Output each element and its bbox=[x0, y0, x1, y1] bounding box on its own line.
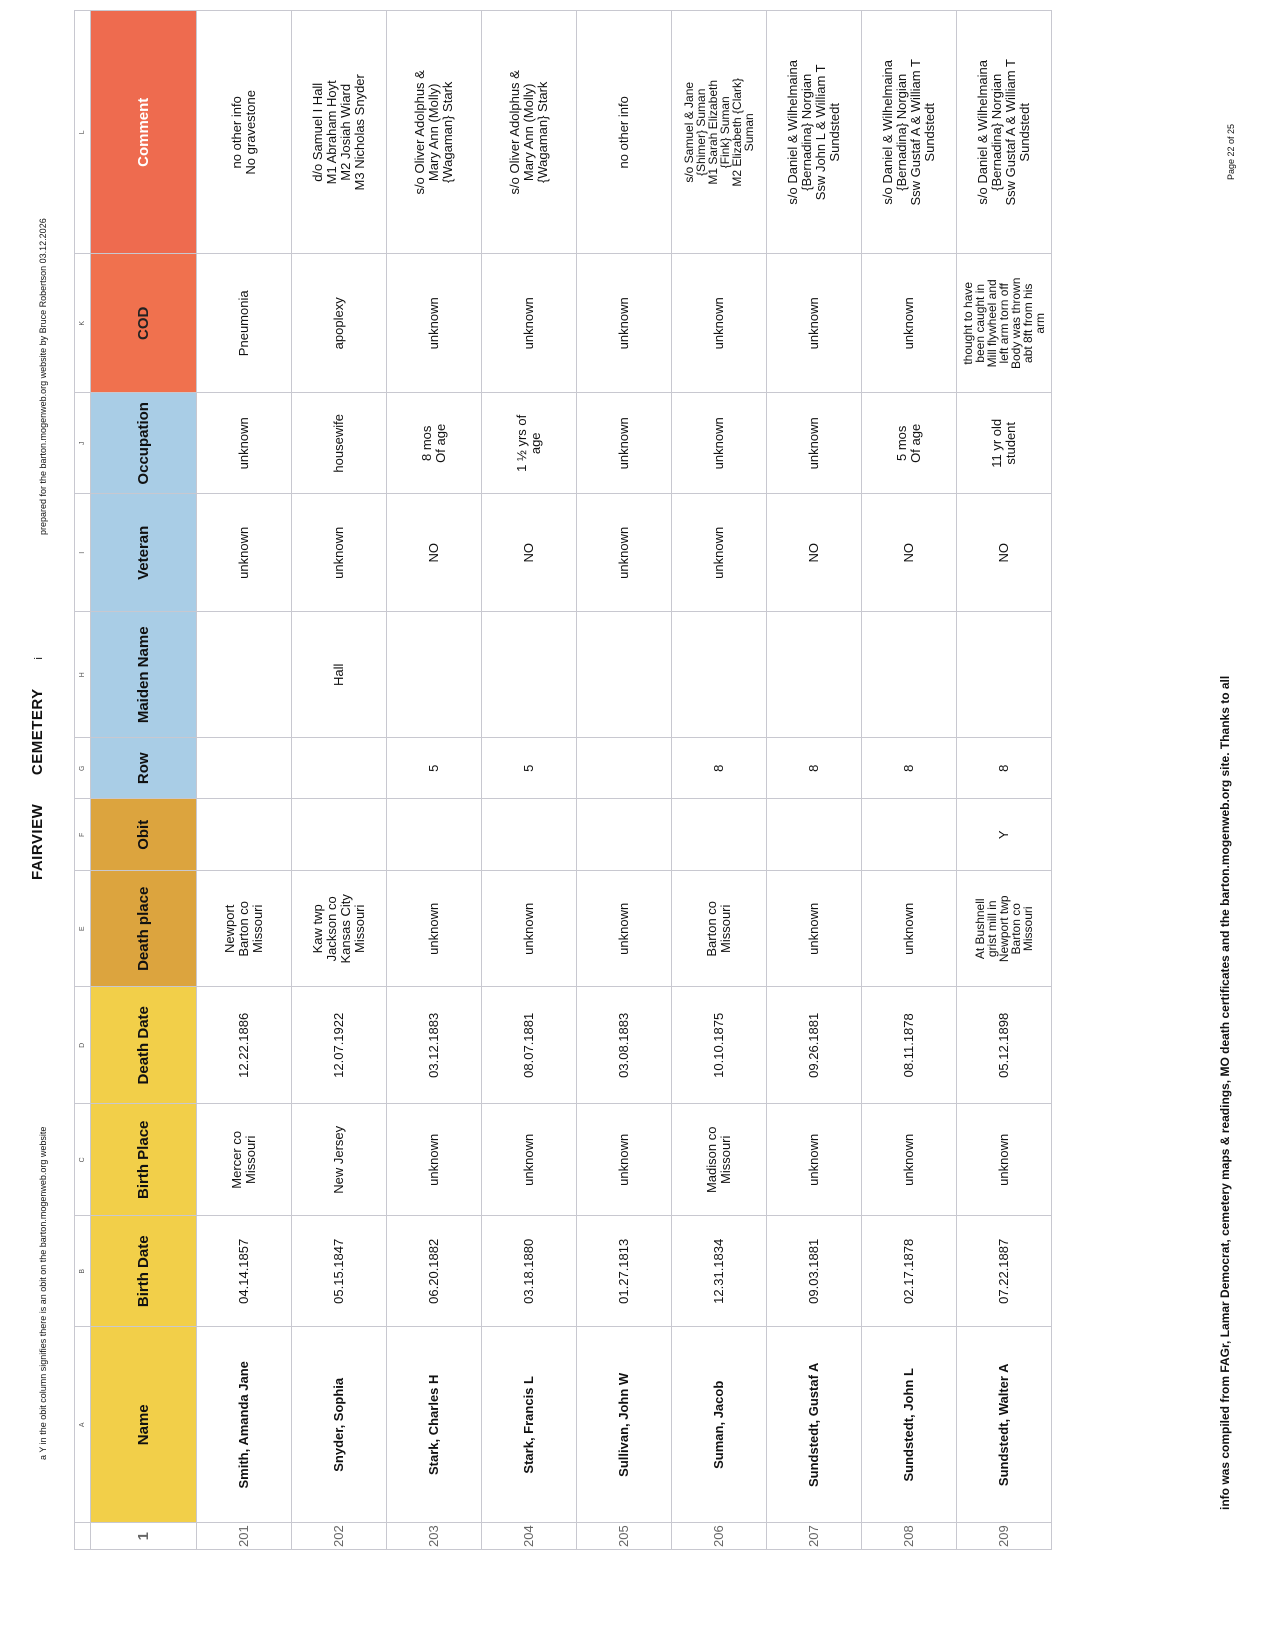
maiden-name-cell bbox=[387, 612, 482, 738]
comment-cell: s/o Samuel & Jane {Shimer} Suman M1 Sarah Elizabeth {Fink} Suman M2 Elizabeth {Clark} Suman bbox=[672, 11, 767, 254]
comment-cell: s/o Daniel & Wilhelmaina {Bernadina} Norgian Ssw Gustaf A & William T Sundstedt bbox=[957, 11, 1052, 254]
column-header: Occupation bbox=[91, 393, 197, 494]
maiden-name-cell bbox=[767, 612, 862, 738]
column-header: Obit bbox=[91, 799, 197, 871]
title-word-cemetery: CEMETERY bbox=[29, 688, 46, 776]
column-header: Comment bbox=[91, 11, 197, 254]
birth-place-cell: unknown bbox=[957, 1104, 1052, 1216]
column-letter: K bbox=[75, 254, 91, 393]
cod-cell: unknown bbox=[672, 254, 767, 393]
occupation-cell: 5 mos Of age bbox=[862, 393, 957, 494]
occupation-cell: 11 yr old student bbox=[957, 393, 1052, 494]
maiden-name-cell bbox=[482, 612, 577, 738]
birth-place-cell: unknown bbox=[767, 1104, 862, 1216]
column-letter: L bbox=[75, 11, 91, 254]
column-letter: D bbox=[75, 987, 91, 1104]
row-cell: 8 bbox=[957, 738, 1052, 799]
column-header: Row bbox=[91, 738, 197, 799]
obit-cell bbox=[387, 799, 482, 871]
death-place-cell: unknown bbox=[862, 871, 957, 987]
cod-cell: apoplexy bbox=[292, 254, 387, 393]
death-date-cell: 09.26.1881 bbox=[767, 987, 862, 1104]
maiden-name-cell: Hall bbox=[292, 612, 387, 738]
header-row-number: 1 bbox=[91, 1523, 197, 1550]
occupation-cell: unknown bbox=[197, 393, 292, 494]
column-header: COD bbox=[91, 254, 197, 393]
row-cell: 8 bbox=[672, 738, 767, 799]
prepared-by-note: prepared for the barton.mogenweb.org website by Bruce Robertson 03.12.2026 bbox=[38, 218, 48, 535]
occupation-cell: 8 mos Of age bbox=[387, 393, 482, 494]
comment-cell: d/o Samuel I Hall M1 Abraham Hoyt M2 Josiah Wiard M3 Nicholas Snyder bbox=[292, 11, 387, 254]
veteran-cell: unknown bbox=[672, 494, 767, 612]
death-date-cell: 05.12.1898 bbox=[957, 987, 1052, 1104]
cod-cell: unknown bbox=[387, 254, 482, 393]
obit-cell bbox=[767, 799, 862, 871]
row-number: 203 bbox=[387, 1523, 482, 1550]
birth-date-cell: 09.03.1881 bbox=[767, 1216, 862, 1327]
title-mark: i bbox=[33, 656, 45, 660]
comment-cell: no other info bbox=[577, 11, 672, 254]
column-header: Death place bbox=[91, 871, 197, 987]
cod-cell: unknown bbox=[482, 254, 577, 393]
veteran-cell: NO bbox=[482, 494, 577, 612]
row-number: 208 bbox=[862, 1523, 957, 1550]
veteran-cell: unknown bbox=[577, 494, 672, 612]
birth-date-cell: 03.18.1880 bbox=[482, 1216, 577, 1327]
column-header: Birth Date bbox=[91, 1216, 197, 1327]
sources-footer: info was compiled from FAGr, Lamar Democrat, cemetery maps & readings, MO death certificates and the barton.mogenweb.org site. Thanks to all bbox=[1218, 675, 1232, 1510]
veteran-cell: NO bbox=[767, 494, 862, 612]
maiden-name-cell bbox=[197, 612, 292, 738]
obit-cell bbox=[197, 799, 292, 871]
column-letter: I bbox=[75, 494, 91, 612]
row-cell bbox=[577, 738, 672, 799]
occupation-cell: unknown bbox=[577, 393, 672, 494]
table-row bbox=[957, 11, 1052, 1550]
obit-cell bbox=[672, 799, 767, 871]
death-date-cell: 08.11.1878 bbox=[862, 987, 957, 1104]
death-place-cell: unknown bbox=[482, 871, 577, 987]
death-date-cell: 03.08.1883 bbox=[577, 987, 672, 1104]
death-date-cell: 08.07.1881 bbox=[482, 987, 577, 1104]
row-number: 204 bbox=[482, 1523, 577, 1550]
row-cell: 5 bbox=[482, 738, 577, 799]
column-letter: G bbox=[75, 738, 91, 799]
death-place-cell: At Bushnell grist mill in Newport twp Barton co Missouri bbox=[957, 871, 1052, 987]
comment-cell: s/o Daniel & Wilhelmaina {Bernadina} Norgian Ssw Gustaf A & William T Sundstedt bbox=[862, 11, 957, 254]
death-place-cell: unknown bbox=[577, 871, 672, 987]
row-number: 207 bbox=[767, 1523, 862, 1550]
veteran-cell: NO bbox=[387, 494, 482, 612]
page-number: Page 22 of 25 bbox=[1226, 123, 1236, 180]
table-row bbox=[387, 11, 482, 1550]
name-cell: Sundstedt, Walter A bbox=[957, 1327, 1052, 1523]
death-place-cell: Newport Barton co Missouri bbox=[197, 871, 292, 987]
row-number: 209 bbox=[957, 1523, 1052, 1550]
column-letter: B bbox=[75, 1216, 91, 1327]
cemetery-title bbox=[29, 633, 46, 880]
column-letter: C bbox=[75, 1104, 91, 1216]
maiden-name-cell bbox=[672, 612, 767, 738]
obit-cell: Y bbox=[957, 799, 1052, 871]
column-letter: H bbox=[75, 612, 91, 738]
row-number: 201 bbox=[197, 1523, 292, 1550]
death-date-cell: 12.22.1886 bbox=[197, 987, 292, 1104]
obit-cell bbox=[577, 799, 672, 871]
header-row bbox=[91, 11, 197, 1550]
table-row bbox=[672, 11, 767, 1550]
birth-place-cell: unknown bbox=[577, 1104, 672, 1216]
name-cell: Smith, Amanda Jane bbox=[197, 1327, 292, 1523]
death-place-cell: unknown bbox=[387, 871, 482, 987]
row-cell: 8 bbox=[862, 738, 957, 799]
death-place-cell: unknown bbox=[767, 871, 862, 987]
birth-date-cell: 06.20.1882 bbox=[387, 1216, 482, 1327]
column-header: Veteran bbox=[91, 494, 197, 612]
obit-cell bbox=[482, 799, 577, 871]
birth-date-cell: 05.15.1847 bbox=[292, 1216, 387, 1327]
birth-place-cell: New Jersey bbox=[292, 1104, 387, 1216]
birth-place-cell: unknown bbox=[482, 1104, 577, 1216]
table-row bbox=[292, 11, 387, 1550]
veteran-cell: unknown bbox=[292, 494, 387, 612]
obit-note: a Y in the obit column signifies there is an obit on the barton.mogenweb.org website bbox=[38, 1126, 48, 1460]
table-row bbox=[862, 11, 957, 1550]
cod-cell: unknown bbox=[767, 254, 862, 393]
column-letter: E bbox=[75, 871, 91, 987]
row-number: 202 bbox=[292, 1523, 387, 1550]
name-cell: Stark, Charles H bbox=[387, 1327, 482, 1523]
row-cell bbox=[292, 738, 387, 799]
column-header: Maiden Name bbox=[91, 612, 197, 738]
maiden-name-cell bbox=[577, 612, 672, 738]
birth-place-cell: unknown bbox=[862, 1104, 957, 1216]
comment-cell: s/o Oliver Adolphus & Mary Ann (Molly) {Wagaman} Stark bbox=[482, 11, 577, 254]
birth-date-cell: 07.22.1887 bbox=[957, 1216, 1052, 1327]
comment-cell: s/o Oliver Adolphus & Mary Ann (Molly) {Wagaman} Stark bbox=[387, 11, 482, 254]
birth-date-cell: 04.14.1857 bbox=[197, 1216, 292, 1327]
death-place-cell: Barton co Missouri bbox=[672, 871, 767, 987]
occupation-cell: unknown bbox=[767, 393, 862, 494]
name-cell: Stark, Francis L bbox=[482, 1327, 577, 1523]
table-row bbox=[482, 11, 577, 1550]
name-cell: Suman, Jacob bbox=[672, 1327, 767, 1523]
row-cell: 5 bbox=[387, 738, 482, 799]
veteran-cell: NO bbox=[862, 494, 957, 612]
death-date-cell: 12.07.1922 bbox=[292, 987, 387, 1104]
birth-place-cell: Mercer co Missouri bbox=[197, 1104, 292, 1216]
birth-date-cell: 01.27.1813 bbox=[577, 1216, 672, 1327]
column-letter: A bbox=[75, 1327, 91, 1523]
column-letter: J bbox=[75, 393, 91, 494]
birth-date-cell: 02.17.1878 bbox=[862, 1216, 957, 1327]
name-cell: Sundstedt, Gustaf A bbox=[767, 1327, 862, 1523]
comment-cell: s/o Daniel & Wilhelmaina {Bernadina} Norgian Ssw John L & William T Sundstedt bbox=[767, 11, 862, 254]
death-place-cell: Kaw twp Jackson co Kansas City Missouri bbox=[292, 871, 387, 987]
table-row bbox=[197, 11, 292, 1550]
maiden-name-cell bbox=[862, 612, 957, 738]
veteran-cell: NO bbox=[957, 494, 1052, 612]
column-header: Death Date bbox=[91, 987, 197, 1104]
row-number: 205 bbox=[577, 1523, 672, 1550]
column-letter: F bbox=[75, 799, 91, 871]
row-cell bbox=[197, 738, 292, 799]
row-number: 206 bbox=[672, 1523, 767, 1550]
death-date-cell: 03.12.1883 bbox=[387, 987, 482, 1104]
name-cell: Snyder, Sophia bbox=[292, 1327, 387, 1523]
occupation-cell: unknown bbox=[672, 393, 767, 494]
veteran-cell: unknown bbox=[197, 494, 292, 612]
burial-table bbox=[74, 10, 1052, 1550]
cod-cell: Pneumonia bbox=[197, 254, 292, 393]
death-date-cell: 10.10.1875 bbox=[672, 987, 767, 1104]
row-cell: 8 bbox=[767, 738, 862, 799]
column-header: Name bbox=[91, 1327, 197, 1523]
birth-place-cell: unknown bbox=[387, 1104, 482, 1216]
comment-cell: no other info No gravestone bbox=[197, 11, 292, 254]
column-header: Birth Place bbox=[91, 1104, 197, 1216]
obit-cell bbox=[292, 799, 387, 871]
cod-cell: unknown bbox=[577, 254, 672, 393]
obit-cell bbox=[862, 799, 957, 871]
occupation-cell: housewife bbox=[292, 393, 387, 494]
maiden-name-cell bbox=[957, 612, 1052, 738]
corner-cell bbox=[75, 1523, 91, 1550]
cod-cell: thought to have been caught in Mill flywheel and left arm torn off Body was thrown abt 8ft from his arm bbox=[957, 254, 1052, 393]
title-word-fairview: FAIRVIEW bbox=[29, 803, 46, 880]
name-cell: Sullivan, John W bbox=[577, 1327, 672, 1523]
name-cell: Sundstedt, John L bbox=[862, 1327, 957, 1523]
table-row bbox=[577, 11, 672, 1550]
occupation-cell: 1 ½ yrs of age bbox=[482, 393, 577, 494]
column-letter-row bbox=[75, 11, 91, 1550]
birth-place-cell: Madison co Missouri bbox=[672, 1104, 767, 1216]
table-row bbox=[767, 11, 862, 1550]
cod-cell: unknown bbox=[862, 254, 957, 393]
birth-date-cell: 12.31.1834 bbox=[672, 1216, 767, 1327]
